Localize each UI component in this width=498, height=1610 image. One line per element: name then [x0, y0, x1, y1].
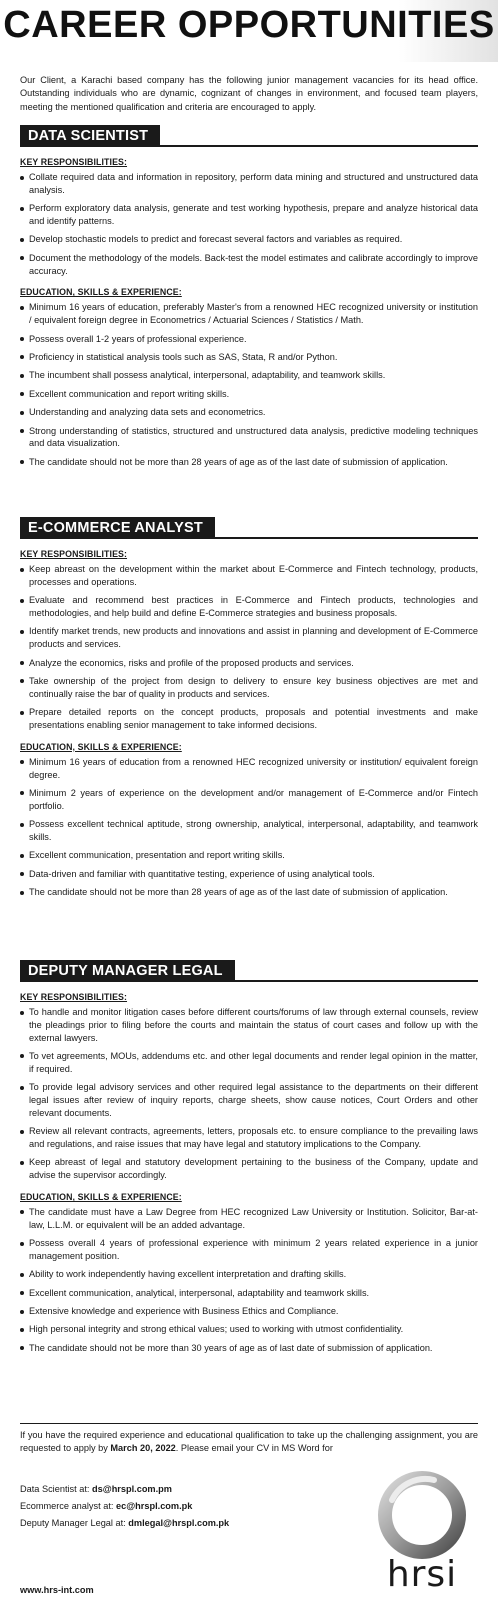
education-heading: EDUCATION, SKILLS & EXPERIENCE:: [20, 287, 182, 298]
education-list: [20, 1206, 478, 1355]
list-item: Minimum 2 years of experience on the development and/or management of E-Commerce and/or Fintech portfolio.: [20, 787, 478, 813]
list-item: Excellent communication and report writing skills.: [20, 388, 478, 401]
list-item: Excellent communication, presentation and report writing skills.: [20, 849, 478, 862]
section-title: E-COMMERCE ANALYST: [20, 517, 215, 539]
contact-email-link[interactable]: ec@hrspl.com.pk: [116, 1501, 193, 1511]
list-item: To handle and monitor litigation cases before different courts/forums of law through external counsels, review the pleadings prior to filing before the courts and maintain the status of court cases and follow up with the external lawyers.: [20, 1006, 478, 1044]
page-title: CAREER OPPORTUNITIES: [0, 0, 498, 62]
responsibilities-list: [20, 1006, 478, 1182]
section-title: DATA SCIENTIST: [20, 125, 160, 147]
list-item: The candidate should not be more than 28 years of age as of the last date of submission of application.: [20, 456, 478, 469]
website-link[interactable]: www.hrs-int.com: [20, 1585, 94, 1595]
section-data-scientist: [20, 125, 478, 474]
hrsi-logo: [372, 1470, 472, 1600]
contact-row: [20, 1481, 229, 1498]
education-list: [20, 301, 478, 468]
section-deputy-manager-legal: [20, 960, 478, 1360]
list-item: Minimum 16 years of education from a renowned HEC recognized university or institution/ equivalent foreign degree.: [20, 756, 478, 782]
list-item: Excellent communication, analytical, interpersonal, adaptability and teamwork skills.: [20, 1287, 478, 1300]
list-item: Develop stochastic models to predict and forecast several factors and variables as required.: [20, 233, 478, 246]
list-item: The candidate should not be more than 30 years of age as of last date of submission of application.: [20, 1342, 478, 1355]
responsibilities-heading: KEY RESPONSIBILITIES:: [20, 157, 128, 167]
list-item: Possess overall 1-2 years of professional experience.: [20, 333, 478, 346]
list-item: The incumbent shall possess analytical, interpersonal, adaptability, and teamwork skills.: [20, 369, 478, 382]
logo-wordmark: hrsi: [386, 1554, 458, 1595]
apply-text-end: . Please email your CV in MS Word for: [175, 1443, 333, 1454]
education-list: [20, 756, 478, 899]
apply-instructions: [20, 1429, 478, 1456]
list-item: High personal integrity and strong ethical values; used to working with utmost confidentiality.: [20, 1323, 478, 1336]
contact-row: [20, 1515, 229, 1532]
intro-paragraph: Our Client, a Karachi based company has the following junior management vacancies for its head office. Outstanding individuals who are dynamic, cognizant of changes in environment, and focused team players, meeting the mentioned qualification and criteria are encouraged to apply.: [20, 75, 478, 112]
contact-label: Data Scientist at:: [20, 1484, 93, 1494]
contact-list: [20, 1481, 229, 1532]
contact-email-link[interactable]: ds@hrspl.com.pm: [92, 1484, 172, 1494]
responsibilities-list: [20, 171, 478, 277]
list-item: Analyze the economics, risks and profile of the proposed products and services.: [20, 657, 478, 670]
responsibilities-heading: KEY RESPONSIBILITIES:: [20, 549, 128, 559]
list-item: The candidate must have a Law Degree from HEC recognized Law University or Institution. Solicitor, Bar-at-law, L.L.M. or equivalent will be an added advantage.: [20, 1206, 478, 1232]
list-item: Collate required data and information in repository, perform data mining and structured and unstructured data analysis.: [20, 171, 478, 197]
list-item: The candidate should not be more than 28 years of age as of the last date of submission of application.: [20, 886, 478, 899]
footer-divider: [20, 1423, 478, 1424]
section-header: [20, 125, 478, 147]
education-heading: EDUCATION, SKILLS & EXPERIENCE:: [20, 1191, 182, 1202]
contact-label: Ecommerce analyst at:: [20, 1501, 116, 1511]
contact-email-link[interactable]: dmlegal@hrspl.com.pk: [128, 1518, 230, 1528]
list-item: Prepare detailed reports on the concept products, proposals and potential investments and make presentations enabling senior management to take informed decisions.: [20, 706, 478, 732]
contact-label: Deputy Manager Legal at:: [20, 1518, 129, 1528]
list-item: Document the methodology of the models. Back-test the model estimates and calibrate accordingly to improve accuracy.: [20, 252, 478, 278]
section-title: DEPUTY MANAGER LEGAL: [20, 960, 235, 982]
list-item: Take ownership of the project from design to delivery to ensure key business objectives are met and continually raise the bar of quality in products and services.: [20, 675, 478, 701]
apply-text: If you have the required experience and educational qualification to take up the challenging assignment, you are requested to apply by: [20, 1430, 478, 1454]
list-item: To vet agreements, MOUs, addendums etc. and other legal documents and render legal opinion in the matter, if required.: [20, 1050, 478, 1076]
list-item: Possess overall 4 years of professional experience with minimum 2 years related experience in a junior management position.: [20, 1237, 478, 1263]
contact-row: [20, 1498, 229, 1515]
list-item: Identify market trends, new products and innovations and assist in planning and development of E-Commerce products and services.: [20, 625, 478, 651]
list-item: Ability to work independently having excellent interpretation and drafting skills.: [20, 1268, 478, 1281]
list-item: Data-driven and familiar with quantitative testing, experience of using analytical tools.: [20, 868, 478, 881]
list-item: Evaluate and recommend best practices in E-Commerce and Fintech products, technologies and methodologies, and help build and define E-Commerce strategies and business proposals.: [20, 594, 478, 620]
education-heading: EDUCATION, SKILLS & EXPERIENCE:: [20, 741, 182, 752]
apply-deadline: March 20, 2022: [110, 1443, 176, 1454]
list-item: Keep abreast of legal and statutory development pertaining to the business of the Company, update and advise the supervisor accordingly.: [20, 1156, 478, 1182]
section-ecommerce-analyst: [20, 517, 478, 904]
list-item: Keep abreast on the development within the market about E-Commerce and Fintech technology, products, processes and operations.: [20, 563, 478, 589]
list-item: To provide legal advisory services and other required legal assistance to the departments on their different legal issues after review of inquiry reports, charge sheets, show cause notices, Court Orders and other relevant documents.: [20, 1081, 478, 1119]
list-item: Strong understanding of statistics, structured and unstructured data analysis, predictive modeling techniques and data visualization.: [20, 425, 478, 451]
list-item: Review all relevant contracts, agreements, letters, proposals etc. to ensure compliance to the prevailing laws and regulations, and raise issues that may have legal and statutory implications to the Company.: [20, 1125, 478, 1151]
list-item: Perform exploratory data analysis, generate and test working hypothesis, prepare and analyze historical data and identify patterns.: [20, 202, 478, 228]
list-item: Possess excellent technical aptitude, strong ownership, analytical, interpersonal, adaptability, and teamwork skills.: [20, 818, 478, 844]
list-item: Proficiency in statistical analysis tools such as SAS, Stata, R and/or Python.: [20, 351, 478, 364]
section-header: [20, 960, 478, 982]
list-item: Extensive knowledge and experience with Business Ethics and Compliance.: [20, 1305, 478, 1318]
section-header: [20, 517, 478, 539]
list-item: Minimum 16 years of education, preferably Master's from a renowned HEC recognized university or institution / equivalent foreign degree in Econometrics / Actuarial Sciences / Statistics / Math.: [20, 301, 478, 327]
list-item: Understanding and analyzing data sets and econometrics.: [20, 406, 478, 419]
responsibilities-list: [20, 563, 478, 732]
logo-ring-icon: [372, 1470, 472, 1560]
responsibilities-heading: KEY RESPONSIBILITIES:: [20, 992, 128, 1002]
